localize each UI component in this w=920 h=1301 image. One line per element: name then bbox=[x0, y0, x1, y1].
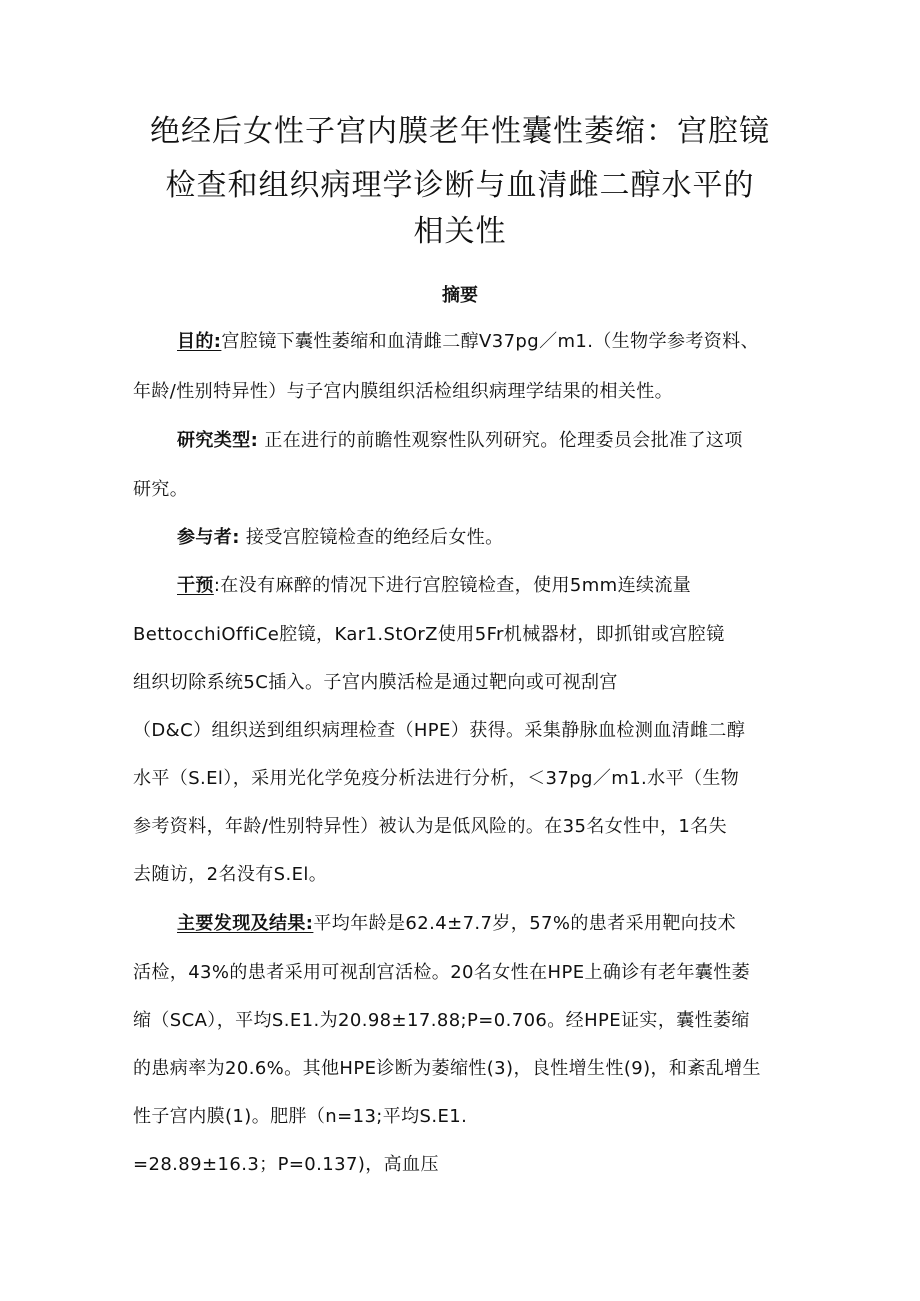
intervention-line-4: （D&C）组织送到组织病理检查（HPE）获得。采集静脉血检测血清雌二醇 bbox=[133, 720, 746, 741]
design-label: 研究类型: bbox=[177, 430, 259, 451]
abstract-heading: 摘要 bbox=[442, 285, 478, 306]
title-line-3: 相关性 bbox=[413, 214, 507, 249]
intervention-line-3: 组织切除系统5C插入。子宫内膜活检是通过靶向或可视刮宫 bbox=[133, 672, 618, 693]
results-line-3: 缩（SCA），平均S.E1.为20.98±17.88;P=0.706。经HPE证实，囊性萎缩 bbox=[133, 1010, 750, 1031]
title-line-2: 检查和组织病理学诊断与血清雌二醇水平的 bbox=[165, 168, 755, 203]
participants-text: 接受宫腔镜检查的绝经后女性。 bbox=[239, 527, 504, 548]
design-text: 正在进行的前瞻性观察性队列研究。伦理委员会批准了这项 bbox=[258, 430, 743, 451]
design-line-2: 研究。 bbox=[133, 479, 189, 500]
objective-label: 目的: bbox=[177, 331, 222, 352]
intervention-line-6: 参考资料，年龄/性别特异性）被认为是低风险的。在35名女性中，1名失 bbox=[133, 816, 728, 837]
results-line-5: 性子宫内膜(1)。肥胖（n=13;平均S.E1. bbox=[133, 1106, 468, 1127]
intervention-text: :在没有麻醉的情况下进行宫腔镜检查，使用5mm连续流量 bbox=[213, 575, 692, 596]
results-line-6: =28.89±16.3；P=0.137)，高血压 bbox=[133, 1154, 439, 1175]
design-line-1 bbox=[177, 428, 743, 454]
intervention-line-1 bbox=[177, 573, 691, 599]
results-text: 平均年龄是62.4±7.7岁，57%的患者采用靶向技术 bbox=[313, 913, 736, 934]
intervention-line-2: BettocchiOffiCe腔镜，Kar1.StOrZ使用5Fr机械器材，即抓钳或宫腔镜 bbox=[133, 624, 725, 645]
title-line-1: 绝经后女性子宫内膜老年性囊性萎缩：宫腔镜 bbox=[150, 114, 770, 149]
results-label: 主要发现及结果: bbox=[177, 913, 314, 934]
intervention-line-7: 去随访，2名没有S.El。 bbox=[133, 864, 328, 885]
objective-line-1 bbox=[177, 329, 759, 355]
results-line-4: 的患病率为20.6%。其他HPE诊断为萎缩性(3)，良性增生性(9)，和紊乱增生 bbox=[133, 1058, 761, 1079]
participants-line-1 bbox=[177, 525, 504, 551]
intervention-label: 干预 bbox=[177, 575, 214, 596]
objective-text: 宫腔镜下囊性萎缩和血清雌二醇V37pg／m1.（生物学参考资料、 bbox=[221, 331, 759, 352]
results-line-2: 活检，43%的患者采用可视刮宫活检。20名女性在HPE上确诊有老年囊性萎 bbox=[133, 962, 751, 983]
objective-line-2: 年龄/性别特异性）与子宫内膜组织活检组织病理学结果的相关性。 bbox=[133, 381, 674, 402]
participants-label: 参与者: bbox=[177, 527, 240, 548]
results-line-1 bbox=[177, 911, 736, 937]
intervention-line-5: 水平（S.El），采用光化学免疫分析法进行分析，＜37pg／m1.水平（生物 bbox=[133, 768, 740, 789]
